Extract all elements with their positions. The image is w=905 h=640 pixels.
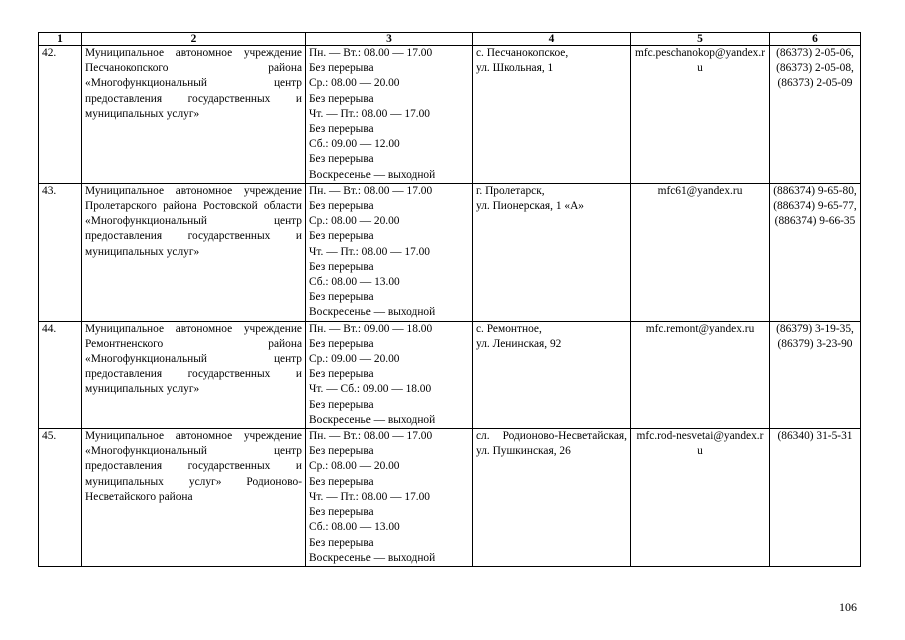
schedule-line: Ср.: 08.00 — 20.00 xyxy=(309,460,400,473)
schedule-line: Пн. — Вт.: 08.00 — 17.00 xyxy=(309,184,433,197)
header-col-5: 5 xyxy=(631,33,770,46)
schedule-line: Без перерыва xyxy=(309,368,374,381)
table-row xyxy=(39,321,861,428)
schedule-line: Без перерыва xyxy=(309,260,374,273)
address-line: сл. Родионово-Несветайская, xyxy=(476,430,627,443)
table-row xyxy=(39,183,861,321)
header-col-1: 1 xyxy=(39,33,82,46)
schedule-line: Без перерыва xyxy=(309,230,374,243)
table-row xyxy=(39,46,861,184)
schedule-line: Воскресенье — выходной xyxy=(309,168,436,181)
schedule-line: Без перерыва xyxy=(309,536,374,549)
row-number: 44. xyxy=(39,321,82,428)
schedule-line: Чт. — Пт.: 08.00 — 17.00 xyxy=(309,107,431,120)
row-number: 43. xyxy=(39,183,82,321)
phone-line: (86340) 31-5-31 xyxy=(777,430,853,443)
phone-line: (886374) 9-66-35 xyxy=(774,215,856,228)
address-line: ул. Пионерская, 1 «А» xyxy=(476,200,585,213)
header-col-6: 6 xyxy=(770,33,861,46)
header-col-4: 4 xyxy=(473,33,631,46)
schedule-line: Сб.: 08.00 — 13.00 xyxy=(309,276,400,289)
schedule-line: Сб.: 09.00 — 12.00 xyxy=(309,138,400,151)
phones xyxy=(770,321,861,428)
schedule xyxy=(306,429,473,567)
schedule-line: Без перерыва xyxy=(309,291,374,304)
schedule-line: Пн. — Вт.: 08.00 — 17.00 xyxy=(309,47,433,59)
phone-line: (86379) 3-23-90 xyxy=(777,337,853,350)
address xyxy=(473,183,631,321)
phones xyxy=(770,46,861,184)
phone-line: (886374) 9-65-77, xyxy=(773,200,857,213)
address-line: г. Пролетарск, xyxy=(476,184,545,197)
address-line: ул. Школьная, 1 xyxy=(476,62,554,75)
schedule-line: Ср.: 08.00 — 20.00 xyxy=(309,215,400,228)
schedule xyxy=(306,321,473,428)
org-name: Муниципальное автономное учреждение Ремонтненского района «Многофункциональный центр предоставления государственных и муниципальных услуг» xyxy=(82,321,306,428)
address-line: с. Ремонтное, xyxy=(476,322,542,335)
row-number: 42. xyxy=(39,46,82,184)
org-name: Муниципальное автономное учреждение Пролетарского района Ростовской области «Многофункциональный центр предоставления государственных и муниципальных услуг» xyxy=(82,183,306,321)
schedule-line: Без перерыва xyxy=(309,398,374,411)
phone-line: (86373) 2-05-08, xyxy=(776,62,854,75)
email: mfc.remont@yandex.ru xyxy=(631,321,770,428)
schedule-line: Чт. — Пт.: 08.00 — 17.00 xyxy=(309,245,431,258)
header-row xyxy=(39,33,861,46)
schedule-line: Без перерыва xyxy=(309,92,374,105)
schedule-line: Воскресенье — выходной xyxy=(309,306,436,319)
schedule-line: Пн. — Вт.: 08.00 — 17.00 xyxy=(309,430,433,443)
page-number: 106 xyxy=(839,600,857,614)
schedule-line: Без перерыва xyxy=(309,62,374,75)
schedule-line: Без перерыва xyxy=(309,337,374,350)
address-line: с. Песчанокопское, xyxy=(476,47,569,59)
org-name: Муниципальное автономное учреждение «Многофункциональный центр предоставления государственных и муниципальных услуг» Родионово-Несветайского района xyxy=(82,429,306,567)
email: mfc.rod-nesvetai@yandex.ru xyxy=(631,429,770,567)
schedule-line: Ср.: 09.00 — 20.00 xyxy=(309,353,400,366)
phone-line: (886374) 9-65-80, xyxy=(773,184,857,197)
header-col-2: 2 xyxy=(82,33,306,46)
phone-line: (86373) 2-05-06, xyxy=(776,47,854,59)
phone-line: (86379) 3-19-35, xyxy=(776,322,854,335)
schedule-line: Без перерыва xyxy=(309,153,374,166)
mfc-table xyxy=(38,32,861,567)
schedule-line: Чт. — Пт.: 08.00 — 17.00 xyxy=(309,490,431,503)
schedule xyxy=(306,46,473,184)
email: mfc.peschanokop@yandex.ru xyxy=(631,46,770,184)
org-name: Муниципальное автономное учреждение Песчанокопского района «Многофункциональный центр предоставления государственных и муниципальных услуг» xyxy=(82,46,306,184)
phone-line: (86373) 2-05-09 xyxy=(777,77,853,90)
address xyxy=(473,46,631,184)
address-line: ул. Ленинская, 92 xyxy=(476,337,562,350)
phones xyxy=(770,183,861,321)
schedule-line: Без перерыва xyxy=(309,506,374,519)
address-line: ул. Пушкинская, 26 xyxy=(476,445,571,458)
email: mfc61@yandex.ru xyxy=(631,183,770,321)
schedule-line: Без перерыва xyxy=(309,475,374,488)
schedule-line: Без перерыва xyxy=(309,123,374,136)
header-col-3: 3 xyxy=(306,33,473,46)
schedule-line: Воскресенье — выходной xyxy=(309,413,436,426)
table-row xyxy=(39,429,861,567)
schedule-line: Сб.: 08.00 — 13.00 xyxy=(309,521,400,534)
schedule xyxy=(306,183,473,321)
address xyxy=(473,321,631,428)
schedule-line: Без перерыва xyxy=(309,200,374,213)
schedule-line: Чт. — Сб.: 09.00 — 18.00 xyxy=(309,383,432,396)
schedule-line: Ср.: 08.00 — 20.00 xyxy=(309,77,400,90)
row-number: 45. xyxy=(39,429,82,567)
address xyxy=(473,429,631,567)
schedule-line: Воскресенье — выходной xyxy=(309,551,436,564)
schedule-line: Пн. — Вт.: 09.00 — 18.00 xyxy=(309,322,433,335)
phones xyxy=(770,429,861,567)
schedule-line: Без перерыва xyxy=(309,445,374,458)
